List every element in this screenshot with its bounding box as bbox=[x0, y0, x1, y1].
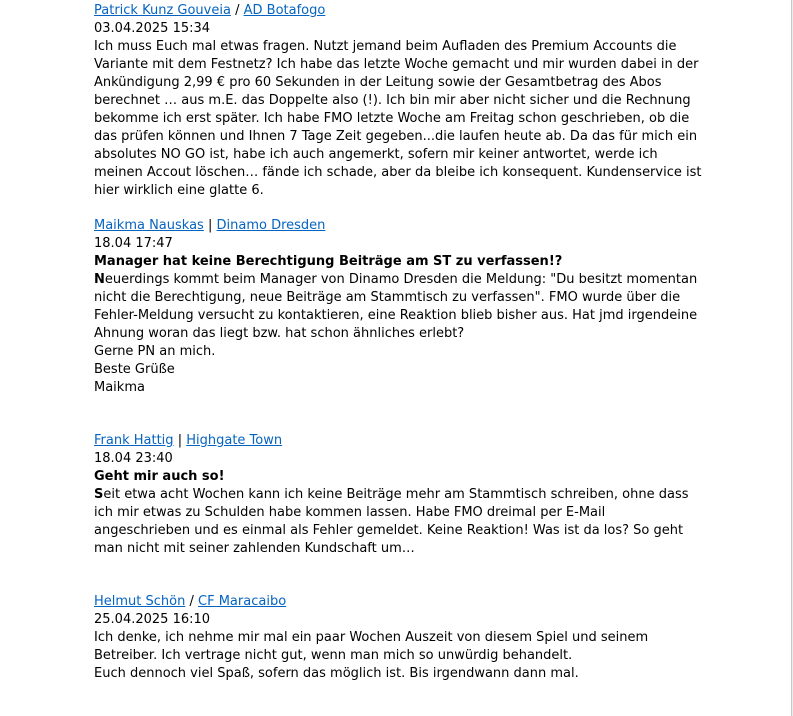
post-body-initial: N bbox=[94, 272, 105, 287]
club-link[interactable]: CF Maracaibo bbox=[198, 594, 287, 609]
separator: | bbox=[177, 433, 183, 448]
post-body-line: Gerne PN an mich. bbox=[94, 344, 216, 359]
user-link[interactable]: Frank Hattig bbox=[94, 433, 174, 448]
forum-post bbox=[94, 432, 704, 558]
club-link[interactable]: Highgate Town bbox=[186, 433, 283, 448]
post-author-line bbox=[94, 217, 704, 235]
post-body: Ich denke, ich nehme mir mal ein paar Wochen Auszeit von diesem Spiel und seinem Betreiber. Ich vertrage nicht gut, wenn man mich so unwürdig behandelt. bbox=[94, 630, 649, 663]
separator: | bbox=[207, 218, 213, 233]
post-body-line: Beste Grüße bbox=[94, 362, 175, 377]
post-date: 03.04.2025 15:34 bbox=[94, 21, 211, 36]
separator: / bbox=[189, 594, 194, 609]
forum-post bbox=[94, 2, 704, 200]
post-author-line bbox=[94, 593, 704, 611]
post-body bbox=[94, 486, 704, 558]
post-body-line: Euch dennoch viel Spaß, sofern das möglich ist. Bis irgendwann dann mal. bbox=[94, 666, 579, 681]
post-body-initial: S bbox=[94, 487, 104, 502]
separator: / bbox=[235, 3, 240, 18]
post-date: 18.04 17:47 bbox=[94, 236, 173, 251]
post-subject: Manager hat keine Berechtigung Beiträge am ST zu verfassen!? bbox=[94, 254, 563, 269]
post-date: 25.04.2025 16:10 bbox=[94, 612, 211, 627]
post-author-line bbox=[94, 2, 704, 20]
post-author-line bbox=[94, 432, 704, 450]
post-subject: Geht mir auch so! bbox=[94, 469, 225, 484]
user-link[interactable]: Patrick Kunz Gouveia bbox=[94, 3, 231, 18]
club-link[interactable]: AD Botafogo bbox=[243, 3, 326, 18]
post-body: Ich muss Euch mal etwas fragen. Nutzt jemand beim Aufladen des Premium Accounts die Variante mit dem Festnetz? Ich habe das letzte Woche gemacht und mir wurden dabei in der Ankündigung 2,99 € pro 60 Sekunden in der Leitung sowie der Gesamtbetrag des Abos berechnet … aus m.E. das Doppelte also (!). Ich bin mir aber nicht sicher und die Rechnung bekomme ich erst später. Ich habe FMO letzte Woche am Freitag schon geschrieben, ob die das prüfen können und Ihnen 7 Tage Zeit gegeben...die laufen heute ab. Da das für mich ein absolutes NO GO ist, habe ich auch angemerkt, sofern mir keiner antwortet, werde ich meinen Accout löschen… fände ich schade, aber da bleibe ich konsequent. Kundenservice ist hier wirklich eine glatte 6. bbox=[94, 39, 702, 198]
post-body-text: euerdings kommt beim Manager von Dinamo Dresden die Meldung: "Du besitzt momentan nicht die Berechtigung, neue Beiträge am Stammtisch zu verfassen". FMO wurde über die Fehler-Meldung versucht zu kontaktieren, eine Reaktion blieb bisher aus. Hat jmd irgendeine Ahnung woran das liegt bzw. hat schon ähnliches erlebt? bbox=[94, 272, 698, 341]
post-body bbox=[94, 271, 704, 343]
club-link[interactable]: Dinamo Dresden bbox=[216, 218, 326, 233]
post-body-text: eit etwa acht Wochen kann ich keine Beiträge mehr am Stammtisch schreiben, ohne dass ich mir etwas zu Schulden habe kommen lassen. Habe FMO dreimal per E-Mail angeschrieben und es einmal als Fehler gemeldet. Keine Reaktion! Was ist da los? So geht man nicht mit seiner zahlenden Kundschaft um… bbox=[94, 487, 689, 556]
post-date: 18.04 23:40 bbox=[94, 451, 173, 466]
post-body-line: Maikma bbox=[94, 380, 145, 395]
forum-post bbox=[94, 217, 704, 397]
user-link[interactable]: Maikma Nauskas bbox=[94, 218, 204, 233]
forum-post bbox=[94, 593, 704, 683]
user-link[interactable]: Helmut Schön bbox=[94, 594, 186, 609]
